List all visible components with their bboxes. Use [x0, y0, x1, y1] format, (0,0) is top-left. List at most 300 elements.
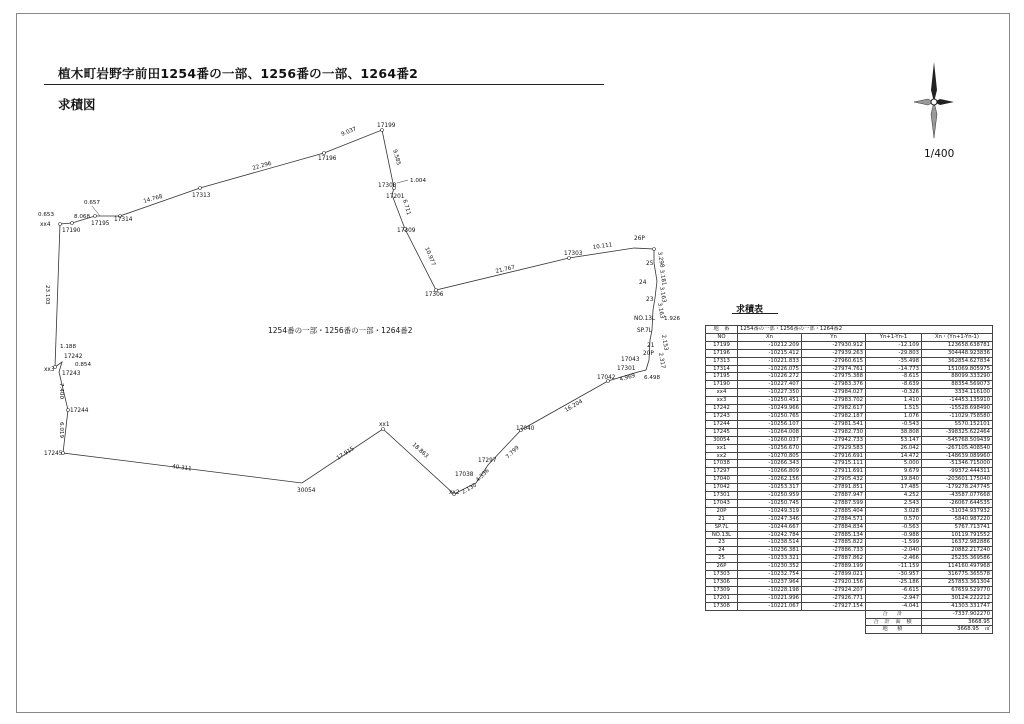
- land-area-value: 3668.95: [957, 626, 979, 633]
- value-cell: -4.041: [866, 602, 922, 610]
- value-cell: -10250.745: [738, 499, 802, 507]
- point-label: xx4: [40, 222, 51, 228]
- value-cell: -0.563: [866, 523, 922, 531]
- distance-label: 7.799: [505, 444, 521, 461]
- point-no-cell: 17306: [706, 579, 738, 587]
- table-row: [706, 412, 993, 420]
- area-unit: ㎡: [985, 626, 991, 633]
- table-row: [706, 492, 993, 500]
- point-label: 17042: [597, 375, 616, 381]
- point-no-cell: 17043: [706, 499, 738, 507]
- value-cell: -27886.733: [802, 547, 866, 555]
- point-no-cell: 17303: [706, 571, 738, 579]
- value-cell: -25.186: [866, 579, 922, 587]
- area-label: 1254番の一部・1256番の一部・1264番2: [268, 326, 413, 335]
- point-label: 21: [647, 343, 655, 349]
- point-label: 17244: [70, 408, 89, 414]
- value-cell: -10266.343: [738, 460, 802, 468]
- column-header: Xn: [738, 333, 802, 341]
- value-cell: 4.252: [866, 492, 922, 500]
- value-cell: -27960.615: [802, 357, 866, 365]
- point-no-cell: xx2: [706, 452, 738, 460]
- point-no-cell: 17314: [706, 365, 738, 373]
- value-cell: -0.988: [866, 531, 922, 539]
- value-cell: 1.076: [866, 412, 922, 420]
- distance-label: 8.068: [74, 214, 91, 220]
- value-cell: -10232.754: [738, 571, 802, 579]
- point-label: 17245: [44, 451, 63, 457]
- distance-label: 2.153: [660, 334, 669, 352]
- value-cell: -10249.319: [738, 507, 802, 515]
- value-cell: -5840.987220: [922, 515, 993, 523]
- distance-label: 16.204: [564, 398, 584, 414]
- total-area-row: [706, 618, 993, 626]
- point-label: 30054: [297, 488, 316, 494]
- sum-label: 合 計: [866, 610, 922, 618]
- point-label: 17301: [617, 366, 636, 372]
- point-no-cell: 21: [706, 515, 738, 523]
- sheet-title: 植木町岩野字前田1254番の一部、1256番の一部、1264番2: [58, 66, 419, 81]
- value-cell: 16372.982886: [922, 539, 993, 547]
- distance-label: 2.130: [461, 482, 478, 496]
- value-cell: -27884.571: [802, 515, 866, 523]
- table-row: [706, 349, 993, 357]
- value-cell: -27885.404: [802, 507, 866, 515]
- value-cell: 19.840: [866, 476, 922, 484]
- value-cell: -27975.388: [802, 373, 866, 381]
- table-row: [706, 484, 993, 492]
- point-no-cell: xx3: [706, 397, 738, 405]
- land-area-label: 地 積: [866, 626, 922, 634]
- point-no-cell: 20P: [706, 507, 738, 515]
- point-no-cell: 17244: [706, 420, 738, 428]
- value-cell: -51346.715000: [922, 460, 993, 468]
- value-cell: -8.615: [866, 373, 922, 381]
- table-row: [706, 571, 993, 579]
- table-column-headers: [706, 333, 993, 341]
- table-row: [706, 420, 993, 428]
- table-row: [706, 547, 993, 555]
- value-cell: -203601.175040: [922, 476, 993, 484]
- value-cell: -27885.134: [802, 531, 866, 539]
- value-cell: 14.472: [866, 452, 922, 460]
- value-cell: -27982.187: [802, 412, 866, 420]
- value-cell: 316775.365578: [922, 571, 993, 579]
- value-cell: 30124.222212: [922, 594, 993, 602]
- point-label: 17038: [455, 472, 474, 478]
- value-cell: -31034.937932: [922, 507, 993, 515]
- table-row: [706, 507, 993, 515]
- value-cell: -27939.263: [802, 349, 866, 357]
- table-row: [706, 460, 993, 468]
- point-no-cell: NO.13L: [706, 531, 738, 539]
- table-row: [706, 476, 993, 484]
- point-no-cell: 17245: [706, 428, 738, 436]
- sheet-subtitle: 求積図: [58, 97, 96, 112]
- value-cell: 88099.333290: [922, 373, 993, 381]
- value-cell: -10228.198: [738, 586, 802, 594]
- value-cell: 26.042: [866, 444, 922, 452]
- point-no-cell: 17042: [706, 484, 738, 492]
- value-cell: 123658.638781: [922, 341, 993, 349]
- distance-label: 10.111: [592, 242, 613, 251]
- value-cell: 257853.361304: [922, 579, 993, 587]
- value-cell: 0.570: [866, 515, 922, 523]
- value-cell: 5570.152101: [922, 420, 993, 428]
- value-cell: 41303.331747: [922, 602, 993, 610]
- point-label: 17297: [478, 458, 497, 464]
- table-row: [706, 531, 993, 539]
- value-cell: -6.615: [866, 586, 922, 594]
- distance-label: 6.711: [401, 198, 412, 216]
- value-cell: -26067.644535: [922, 499, 993, 507]
- point-label: 24: [639, 280, 647, 286]
- point-label: 26P: [634, 236, 645, 242]
- table-row: [706, 373, 993, 381]
- value-cell: 362854.627834: [922, 357, 993, 365]
- lot-header-label: 地 番: [706, 326, 738, 334]
- distance-label: 10.977: [423, 246, 437, 267]
- point-label: xx3: [44, 367, 55, 373]
- table-row: [706, 602, 993, 610]
- point-label: xx2: [449, 490, 460, 496]
- value-cell: -12.109: [866, 341, 922, 349]
- table-row: [706, 436, 993, 444]
- value-cell: -8.639: [866, 381, 922, 389]
- value-cell: -27942.733: [802, 436, 866, 444]
- distance-label: 40.311: [171, 464, 192, 473]
- point-label: 17195: [91, 221, 110, 227]
- point-label: 20P: [643, 351, 654, 357]
- value-cell: -27887.599: [802, 499, 866, 507]
- point-no-cell: 17201: [706, 594, 738, 602]
- land-area-cell: [922, 626, 993, 634]
- value-cell: -267105.408540: [922, 444, 993, 452]
- value-cell: -10237.964: [738, 579, 802, 587]
- point-no-cell: 30054: [706, 436, 738, 444]
- point-label: NO.13L: [634, 316, 656, 322]
- value-cell: -10260.037: [738, 436, 802, 444]
- distance-label: 18.863: [410, 442, 430, 460]
- value-cell: -10221.996: [738, 594, 802, 602]
- distance-label: 0.657: [84, 200, 101, 206]
- distance-label: 3.163: [658, 286, 667, 304]
- point-no-cell: 17301: [706, 492, 738, 500]
- point-no-cell: 17309: [706, 586, 738, 594]
- value-cell: -0.543: [866, 420, 922, 428]
- area-table-caption: 求積表: [736, 305, 764, 315]
- distance-label: 9.037: [340, 126, 358, 138]
- value-cell: 2.543: [866, 499, 922, 507]
- point-label: 17308: [378, 183, 397, 189]
- value-cell: 5767.713741: [922, 523, 993, 531]
- value-cell: -99372.444311: [922, 468, 993, 476]
- point-no-cell: 23: [706, 539, 738, 547]
- distance-label: 9.585: [391, 148, 402, 166]
- distance-label: 6.498: [644, 375, 661, 381]
- value-cell: -27974.761: [802, 365, 866, 373]
- leader-line: [92, 206, 100, 216]
- leader-line: [397, 180, 408, 183]
- distance-label: 7.400: [58, 383, 64, 400]
- scale-label: 1/400: [924, 148, 955, 160]
- distance-label: 0.854: [75, 362, 92, 368]
- distance-label: 23.103: [44, 285, 50, 305]
- point-label: 25: [646, 261, 654, 267]
- sum-value: -7337.902270: [922, 610, 993, 618]
- point-no-cell: xx4: [706, 389, 738, 397]
- table-row: [706, 452, 993, 460]
- value-cell: -2.947: [866, 594, 922, 602]
- value-cell: -398325.622464: [922, 428, 993, 436]
- point-label: 17040: [516, 426, 535, 432]
- value-cell: -27885.822: [802, 539, 866, 547]
- table-row: [706, 428, 993, 436]
- value-cell: -10221.067: [738, 602, 802, 610]
- point-label: xx1: [379, 422, 390, 428]
- value-cell: -27927.154: [802, 602, 866, 610]
- point-no-cell: 17196: [706, 349, 738, 357]
- value-cell: -10227.407: [738, 381, 802, 389]
- lot-header-value: 1254番の一部・1256番の一部・1264番2: [738, 326, 993, 334]
- value-cell: 67659.529770: [922, 586, 993, 594]
- value-cell: -10227.350: [738, 389, 802, 397]
- value-cell: -179278.247745: [922, 484, 993, 492]
- point-no-cell: 24: [706, 547, 738, 555]
- distance-label: 3.163: [656, 302, 665, 320]
- table-row: [706, 523, 993, 531]
- value-cell: -10253.317: [738, 484, 802, 492]
- value-cell: -10238.514: [738, 539, 802, 547]
- value-cell: -27911.691: [802, 468, 866, 476]
- value-cell: -27981.541: [802, 420, 866, 428]
- value-cell: -27916.691: [802, 452, 866, 460]
- value-cell: -27924.207: [802, 586, 866, 594]
- value-cell: -35.498: [866, 357, 922, 365]
- point-label: 17313: [192, 193, 211, 199]
- value-cell: -43587.077668: [922, 492, 993, 500]
- value-cell: -10266.809: [738, 468, 802, 476]
- value-cell: -27891.851: [802, 484, 866, 492]
- column-header: Yn+1-Yn-1: [866, 333, 922, 341]
- value-cell: -27887.947: [802, 492, 866, 500]
- total-area-value: 3668.95: [922, 618, 993, 626]
- value-cell: 304448.923836: [922, 349, 993, 357]
- value-cell: -2.040: [866, 547, 922, 555]
- column-header: Xn・(Yn+1-Yn-1): [922, 333, 993, 341]
- value-cell: -11029.758580: [922, 412, 993, 420]
- value-cell: 114160.497968: [922, 563, 993, 571]
- point-no-cell: 17038: [706, 460, 738, 468]
- value-cell: -10226.075: [738, 365, 802, 373]
- value-cell: 151069.805975: [922, 365, 993, 373]
- value-cell: -10226.272: [738, 373, 802, 381]
- table-header-lot: [706, 326, 993, 334]
- table-body: [706, 341, 993, 610]
- distance-labels: [38, 126, 680, 496]
- value-cell: -27930.912: [802, 341, 866, 349]
- value-cell: -10230.352: [738, 563, 802, 571]
- point-no-cell: 25: [706, 555, 738, 563]
- point-label: 17303: [564, 251, 583, 257]
- land-area-row: [706, 626, 993, 634]
- area-calculation-table: [705, 325, 993, 634]
- value-cell: -27889.199: [802, 563, 866, 571]
- value-cell: 88354.569073: [922, 381, 993, 389]
- table-row: [706, 579, 993, 587]
- value-cell: -10221.833: [738, 357, 802, 365]
- value-cell: -10262.156: [738, 476, 802, 484]
- point-markers: [54, 129, 656, 496]
- point-label: 17043: [621, 357, 640, 363]
- value-cell: -27884.834: [802, 523, 866, 531]
- point-label: 17243: [62, 371, 81, 377]
- value-cell: -10212.209: [738, 341, 802, 349]
- value-cell: -27983.376: [802, 381, 866, 389]
- point-label: 17196: [318, 156, 337, 162]
- table-row: [706, 405, 993, 413]
- caption-underline: [732, 313, 778, 314]
- value-cell: 1.410: [866, 397, 922, 405]
- value-cell: -27983.702: [802, 397, 866, 405]
- point-no-cell: 17040: [706, 476, 738, 484]
- value-cell: -10250.765: [738, 412, 802, 420]
- point-no-cell: xx1: [706, 444, 738, 452]
- table-row: [706, 594, 993, 602]
- distance-label: 21.767: [495, 264, 516, 275]
- column-header: Yn: [802, 333, 866, 341]
- distance-label: 1.926: [664, 316, 681, 322]
- value-cell: -30.957: [866, 571, 922, 579]
- point-no-cell: 17190: [706, 381, 738, 389]
- point-label: 23: [646, 297, 654, 303]
- value-cell: 25235.369586: [922, 555, 993, 563]
- total-area-label: 合 計 面 積: [866, 618, 922, 626]
- distance-label: 3.298: [656, 251, 665, 269]
- value-cell: -10250.959: [738, 492, 802, 500]
- point-no-cell: 17195: [706, 373, 738, 381]
- value-cell: -27984.027: [802, 389, 866, 397]
- point-no-cell: 17313: [706, 357, 738, 365]
- value-cell: -15528.698490: [922, 405, 993, 413]
- distance-label: 3.181: [658, 269, 667, 287]
- value-cell: 3334.116100: [922, 389, 993, 397]
- table-row: [706, 357, 993, 365]
- value-cell: -10242.784: [738, 531, 802, 539]
- value-cell: -10256.670: [738, 444, 802, 452]
- value-cell: -1.599: [866, 539, 922, 547]
- table-row: [706, 468, 993, 476]
- table-row: [706, 555, 993, 563]
- value-cell: 20882.217240: [922, 547, 993, 555]
- value-cell: 1.515: [866, 405, 922, 413]
- value-cell: -10250.451: [738, 397, 802, 405]
- table-row: [706, 515, 993, 523]
- table-row: [706, 444, 993, 452]
- table-row: [706, 499, 993, 507]
- point-label: 17199: [377, 123, 396, 129]
- value-cell: -10244.667: [738, 523, 802, 531]
- value-cell: 38.808: [866, 428, 922, 436]
- value-cell: -27887.862: [802, 555, 866, 563]
- value-cell: -2.466: [866, 555, 922, 563]
- value-cell: -11.159: [866, 563, 922, 571]
- distance-label: 2.317: [657, 352, 666, 370]
- table-row: [706, 539, 993, 547]
- point-label: 17306: [425, 292, 444, 298]
- distance-label: 17.915: [335, 445, 356, 462]
- distance-label: 14.768: [142, 193, 164, 205]
- table-row: [706, 365, 993, 373]
- value-cell: 5.000: [866, 460, 922, 468]
- point-no-cell: 17297: [706, 468, 738, 476]
- point-no-cell: 17243: [706, 412, 738, 420]
- value-cell: -27899.021: [802, 571, 866, 579]
- table-row: [706, 563, 993, 571]
- value-cell: -10215.412: [738, 349, 802, 357]
- table-row: [706, 397, 993, 405]
- value-cell: -10249.966: [738, 405, 802, 413]
- value-cell: 10119.791552: [922, 531, 993, 539]
- lot-boundary: [55, 130, 657, 494]
- point-no-cell: 17308: [706, 602, 738, 610]
- value-cell: -0.326: [866, 389, 922, 397]
- value-cell: -27915.111: [802, 460, 866, 468]
- distance-label: 4.336: [475, 467, 491, 484]
- distance-label: 1.004: [410, 178, 427, 184]
- value-cell: -14.773: [866, 365, 922, 373]
- value-cell: -10270.805: [738, 452, 802, 460]
- point-no-cell: 26P: [706, 563, 738, 571]
- point-label: 17190: [62, 228, 81, 234]
- value-cell: -27920.156: [802, 579, 866, 587]
- distance-label: 1.188: [60, 344, 77, 350]
- point-no-cell: 17242: [706, 405, 738, 413]
- point-label: 17201: [386, 194, 405, 200]
- distance-label: 4.969: [618, 372, 636, 383]
- value-cell: 3.028: [866, 507, 922, 515]
- value-cell: -10236.381: [738, 547, 802, 555]
- sum-row: [706, 610, 993, 618]
- value-cell: -27982.617: [802, 405, 866, 413]
- distance-label: 22.296: [251, 160, 273, 172]
- value-cell: -27929.583: [802, 444, 866, 452]
- value-cell: -27905.432: [802, 476, 866, 484]
- value-cell: -10264.008: [738, 428, 802, 436]
- table-row: [706, 389, 993, 397]
- point-no-cell: 17199: [706, 341, 738, 349]
- value-cell: -27926.771: [802, 594, 866, 602]
- value-cell: 9.679: [866, 468, 922, 476]
- value-cell: -14453.135910: [922, 397, 993, 405]
- value-cell: -27982.730: [802, 428, 866, 436]
- distance-label: 6.019: [58, 422, 64, 439]
- value-cell: -10256.107: [738, 420, 802, 428]
- value-cell: -148639.089960: [922, 452, 993, 460]
- point-label: 17242: [64, 354, 83, 360]
- point-label: 17314: [114, 217, 133, 223]
- point-no-cell: SP.7L: [706, 523, 738, 531]
- value-cell: 17.485: [866, 484, 922, 492]
- point-labels: [40, 123, 656, 496]
- table-row: [706, 586, 993, 594]
- value-cell: 53.147: [866, 436, 922, 444]
- table-row: [706, 381, 993, 389]
- column-header: NO: [706, 333, 738, 341]
- value-cell: -545768.509439: [922, 436, 993, 444]
- value-cell: -10233.321: [738, 555, 802, 563]
- value-cell: -29.803: [866, 349, 922, 357]
